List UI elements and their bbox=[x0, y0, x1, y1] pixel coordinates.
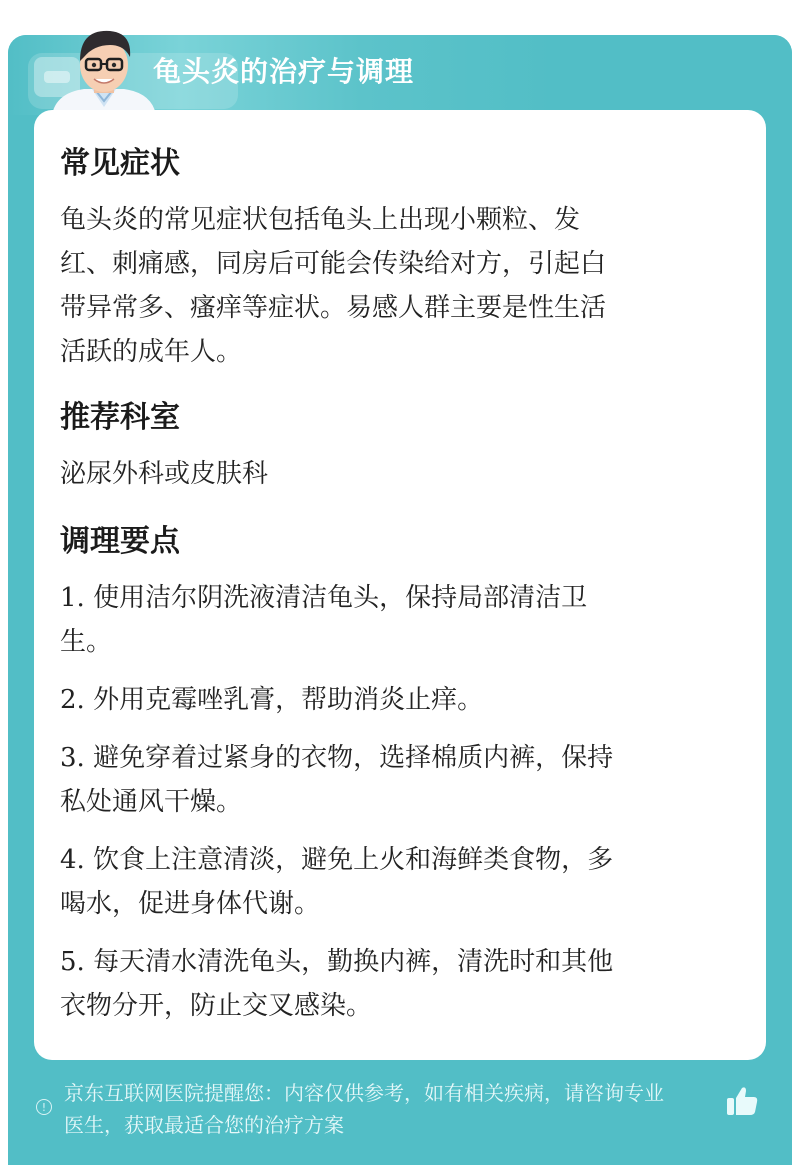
thumbs-up-icon[interactable] bbox=[724, 1083, 760, 1119]
care-item bbox=[60, 678, 730, 722]
page-title: 龟头炎的治疗与调理 bbox=[153, 55, 415, 88]
section-title-department: 推荐科室 bbox=[60, 400, 180, 435]
doctor-avatar bbox=[44, 35, 164, 115]
footer-line: 京东互联网医院提醒您：内容仅供参考，如有相关疾病，请咨询专业 bbox=[64, 1081, 664, 1105]
article-card bbox=[8, 35, 792, 1165]
care-item-line: 生。 bbox=[60, 627, 113, 657]
care-item-line: 衣物分开，防止交叉感染。 bbox=[60, 991, 373, 1021]
care-item-line: 避免穿着过紧身的衣物，选择棉质内裤，保持 bbox=[93, 743, 614, 773]
footer-line: 医生，获取最适合您的治疗方案 bbox=[64, 1113, 344, 1137]
care-item-number: 3. bbox=[60, 743, 85, 773]
symptoms-text bbox=[60, 198, 730, 374]
care-item-line: 饮食上注意清淡，避免上火和海鲜类食物，多 bbox=[93, 845, 614, 875]
care-item-line: 喝水，促进身体代谢。 bbox=[60, 889, 321, 919]
content-panel bbox=[34, 110, 766, 1060]
symptoms-line: 带异常多、瘙痒等症状。易感人群主要是性生活 bbox=[60, 293, 607, 323]
department-text: 泌尿外科或皮肤科 bbox=[60, 459, 269, 489]
care-item bbox=[60, 736, 730, 824]
section-title-care: 调理要点 bbox=[60, 524, 180, 559]
symptoms-line: 活跃的成年人。 bbox=[60, 337, 243, 367]
care-item bbox=[60, 838, 730, 926]
info-icon: ! bbox=[36, 1099, 52, 1115]
care-item-number: 1. bbox=[60, 583, 85, 613]
care-item-line: 使用洁尔阴洗液清洁龟头，保持局部清洁卫 bbox=[93, 583, 588, 613]
symptoms-line: 红、刺痛感，同房后可能会传染给对方，引起白 bbox=[60, 249, 607, 279]
care-item-line: 每天清水清洗龟头，勤换内裤，清洗时和其他 bbox=[93, 947, 614, 977]
care-item-number: 4. bbox=[60, 845, 85, 875]
care-item-number: 5. bbox=[60, 947, 85, 977]
care-item-number: 2. bbox=[60, 685, 85, 715]
footer-text bbox=[64, 1077, 734, 1141]
symptoms-line: 龟头炎的常见症状包括龟头上出现小颗粒、发 bbox=[60, 205, 581, 235]
care-item-line: 外用克霉唑乳膏，帮助消炎止痒。 bbox=[93, 685, 484, 715]
care-item bbox=[60, 576, 730, 664]
care-item-line: 私处通风干燥。 bbox=[60, 787, 243, 817]
section-title-symptoms: 常见症状 bbox=[60, 146, 180, 181]
care-item bbox=[60, 940, 730, 1028]
